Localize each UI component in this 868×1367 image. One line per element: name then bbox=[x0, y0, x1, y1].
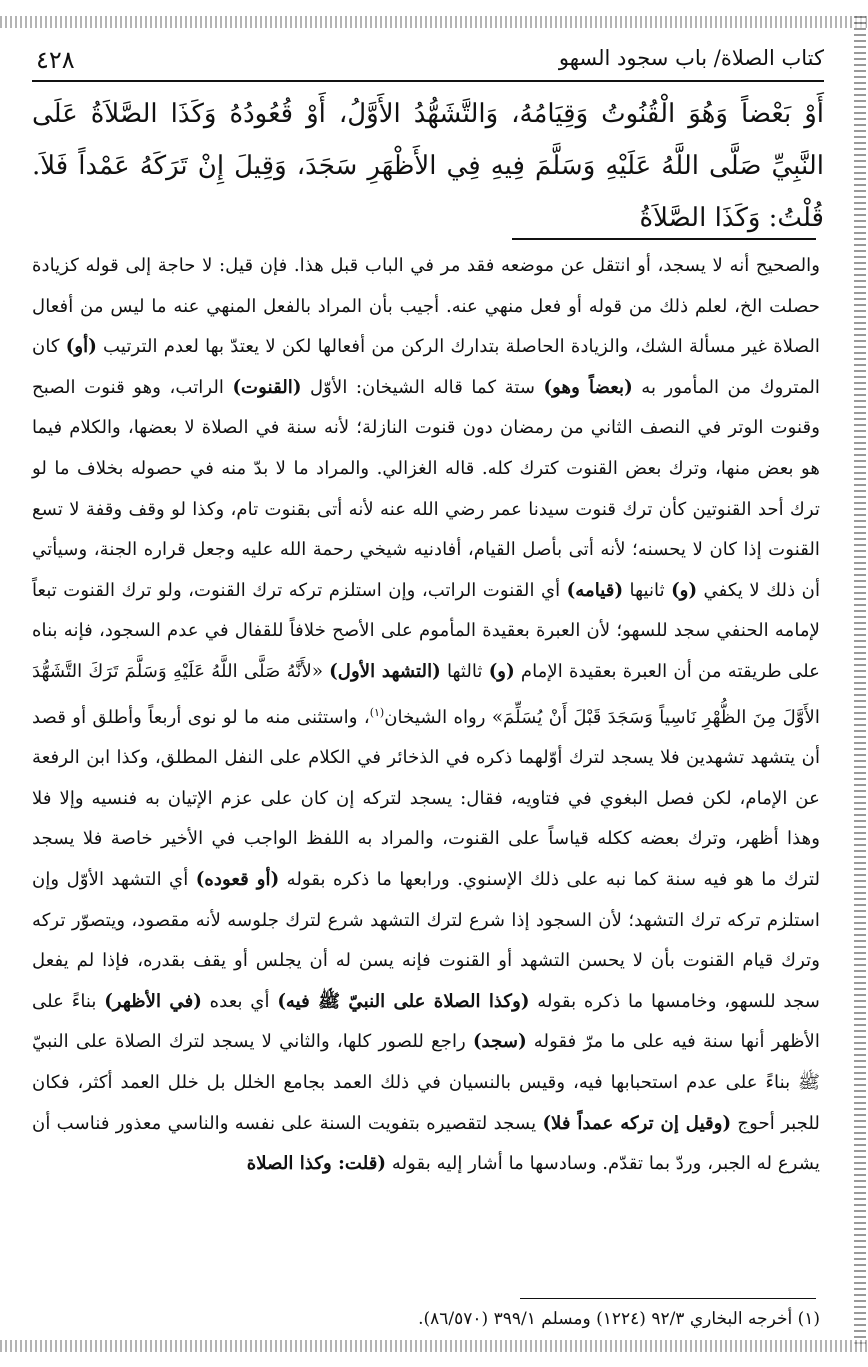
matn-quote: (سجد) bbox=[472, 1031, 527, 1053]
running-title: كتاب الصلاة/ باب سجود السهو bbox=[558, 46, 824, 70]
commentary-segment: ، واستثنى منه ما لو نوى أربعاً وأطلق أو قصد أن يتشهد تشهدين فلا يسجد لترك أوّلهما ذكره في الذخائر في الكلام على النفل المطلق، وكذا ابن الرفعة عن الإمام، لكن فصل البغوي في فتاويه، فقال: يسجد لتركه إن كان على عزم الإتيان به فنسيه وإلا فلا وهذا أظهر، وترك بعضه ككله قياساً على القنوت، والمراد به اللفظ الواجب في الأخير خاصة فلا يسجد لترك ما هو فيه سنة كما نبه على ذلك الإسنوي. ورابعها ما ذكره بقوله bbox=[32, 706, 820, 890]
commentary-segment: والصحيح أنه لا يسجد، أو انتقل عن موضعه فقد مر في الباب قبل هذا. فإن قيل: لا حاجة إلى قوله كزيادة حصلت الخ، لعلم ذلك من قوله أو فعل منهي عنه. أجيب بأن المراد بالفعل المنهي عنه ما ليس من أفعال الصلاة غير مسألة الشك، والزيادة الحاصلة بتدارك الركن من أفعالها لكن لا يعتدّ بها لعدم الترتيب bbox=[32, 255, 820, 358]
commentary-segment: أي التشهد الأوّل وإن استلزم تركه ترك التشهد؛ لأن السجود إذا شرع لترك التشهد شرع لترك جلوسه لأنه مقصود، ويتصوّر تركه وترك قيام القنوت بأن لا يحسن التشهد أو القنوت فإنه يسن له أن يجلس أو يقف بقدره، فإذا لم يفعل سجد للسهو، وخامسها ما ذكره بقوله bbox=[32, 868, 820, 1012]
commentary-segment: أي القنوت الراتب، وإن استلزم تركه ترك القنوت، ولو ترك القنوت تبعاً لإمامه الحنفي سجد للسهو؛ لأن العبرة بعقيدة المأموم على الأصح خلافاً للقفال في عدم السجود، فإنه بناه على طريقته من أن العبرة بعقيدة الإمام bbox=[32, 579, 820, 682]
commentary-segment: بناءً على الأظهر أنها سنة فيه على ما مرّ فقوله bbox=[32, 990, 820, 1053]
commentary-segment: ثانيها bbox=[629, 579, 665, 601]
commentary-segment: كان المتروك من المأمور به bbox=[32, 336, 820, 398]
matn-quote: (في الأظهر) bbox=[104, 990, 202, 1012]
matn-quote: (القنوت) bbox=[232, 376, 302, 398]
right-ornament-border bbox=[854, 14, 866, 1344]
commentary-segment: يسجد لتقصيره بتفويت السنة على نفسه والناسي معذور فناسب أن يشرع له الجبر، وردّ بما تقدّم. وسادسها ما أشار إليه بقوله bbox=[32, 1112, 820, 1175]
commentary-segment: أي بعده bbox=[209, 990, 270, 1012]
matn-quote: (قيامه) bbox=[566, 579, 624, 601]
matn-quote: (وقيل إن تركه عمداً فلا) bbox=[542, 1112, 732, 1134]
commentary-segment: راجع للصور كلها، والثاني لا يسجد لترك الصلاة على النبيّ ﷺ بناءً على عدم استحبابها فيه، وقيس بالنسيان في ذلك العمد بجامع الخلل بل خلل العمد أكثر، فكان للجبر أحوج bbox=[32, 1031, 820, 1134]
commentary-text bbox=[32, 246, 820, 1185]
footnote-marker: (١) bbox=[369, 705, 385, 719]
matn-divider bbox=[512, 238, 816, 240]
matn-quote: (و) bbox=[671, 579, 698, 601]
commentary-segment: رواه الشيخان bbox=[384, 706, 486, 728]
matn-quote: (أو قعوده) bbox=[195, 868, 280, 890]
footnote-divider bbox=[520, 1298, 816, 1299]
page-number: ٤٢٨ bbox=[36, 46, 75, 74]
bottom-ornament-border bbox=[0, 1340, 868, 1352]
commentary-segment: الراتب، وهو قنوت الصبح وقنوت الوتر في النصف الثاني من رمضان دون قنوت النازلة؛ لأنه سنة في الصلاة لا بعضها، والكلام فيما هو بعض منها، وترك بعض القنوت كترك كله. قاله الغزالي. والمراد ما لا بدّ منه في حصوله بخلاف ما لو ترك أحد القنوتين كأن ترك قنوت سيدنا عمر رضي الله عنه لأنه أتى بقنوت تام، وكذا لو وقف وقفة لا تسع القنوت إذا كان لا يحسنه؛ لأنه أتى بأصل القيام، أفادنيه شيخي رحمة الله عليه وجعل قراره الجنة، وسيأتي أن ذلك لا يكفي bbox=[32, 376, 820, 601]
commentary-segment: ثالثها bbox=[446, 660, 483, 682]
matn-quote: (بعضاً وهو) bbox=[543, 376, 633, 398]
matn-quote: (وكذا الصلاة على النبيّ ﷺ فيه) bbox=[277, 990, 530, 1012]
matn-quote: (قلت: وكذا الصلاة bbox=[246, 1153, 387, 1175]
matn-quote: (التشهد الأول) bbox=[329, 660, 441, 682]
matn-quote: (و) bbox=[488, 660, 515, 682]
matn-quote: (أو) bbox=[65, 336, 97, 358]
hadith-quote: «لأَنَّهُ صَلَّى اللَّهُ عَلَيْهِ وَسَلَّمَ تَرَكَ التَّشَهُّدَ الأَوَّلَ مِنَ الظُّهْرِ نَاسِياً وَسَجَدَ قَبْلَ أَنْ يُسَلِّمَ» bbox=[32, 660, 820, 728]
commentary-segment: ستة كما قاله الشيخان: الأوّل bbox=[309, 376, 536, 398]
footnote: (١) أخرجه البخاري ٩٢/٣ (١٢٢٤) ومسلم ٣٩٩/١ (٨٦/٥٧٠). bbox=[418, 1309, 820, 1329]
matn-text: أَوْ بَعْضاً وَهُوَ الْقُنُوتُ وَقِيَامُهُ، وَالتَّشَهُّدُ الأَوَّلُ، أَوْ قُعُودُهُ وَكَذَا الصَّلاَةُ عَلَى النَّبِيِّ صَلَّى اللَّهُ عَلَيْهِ وَسَلَّمَ فِيهِ فِي الأَظْهَرِ سَجَدَ، وَقِيلَ إِنْ تَرَكَهُ عَمْداً فَلاَ. قُلْتُ: وَكَذَا الصَّلاَةُ bbox=[32, 99, 824, 233]
page-header bbox=[32, 40, 824, 82]
top-ornament-border bbox=[0, 16, 868, 28]
